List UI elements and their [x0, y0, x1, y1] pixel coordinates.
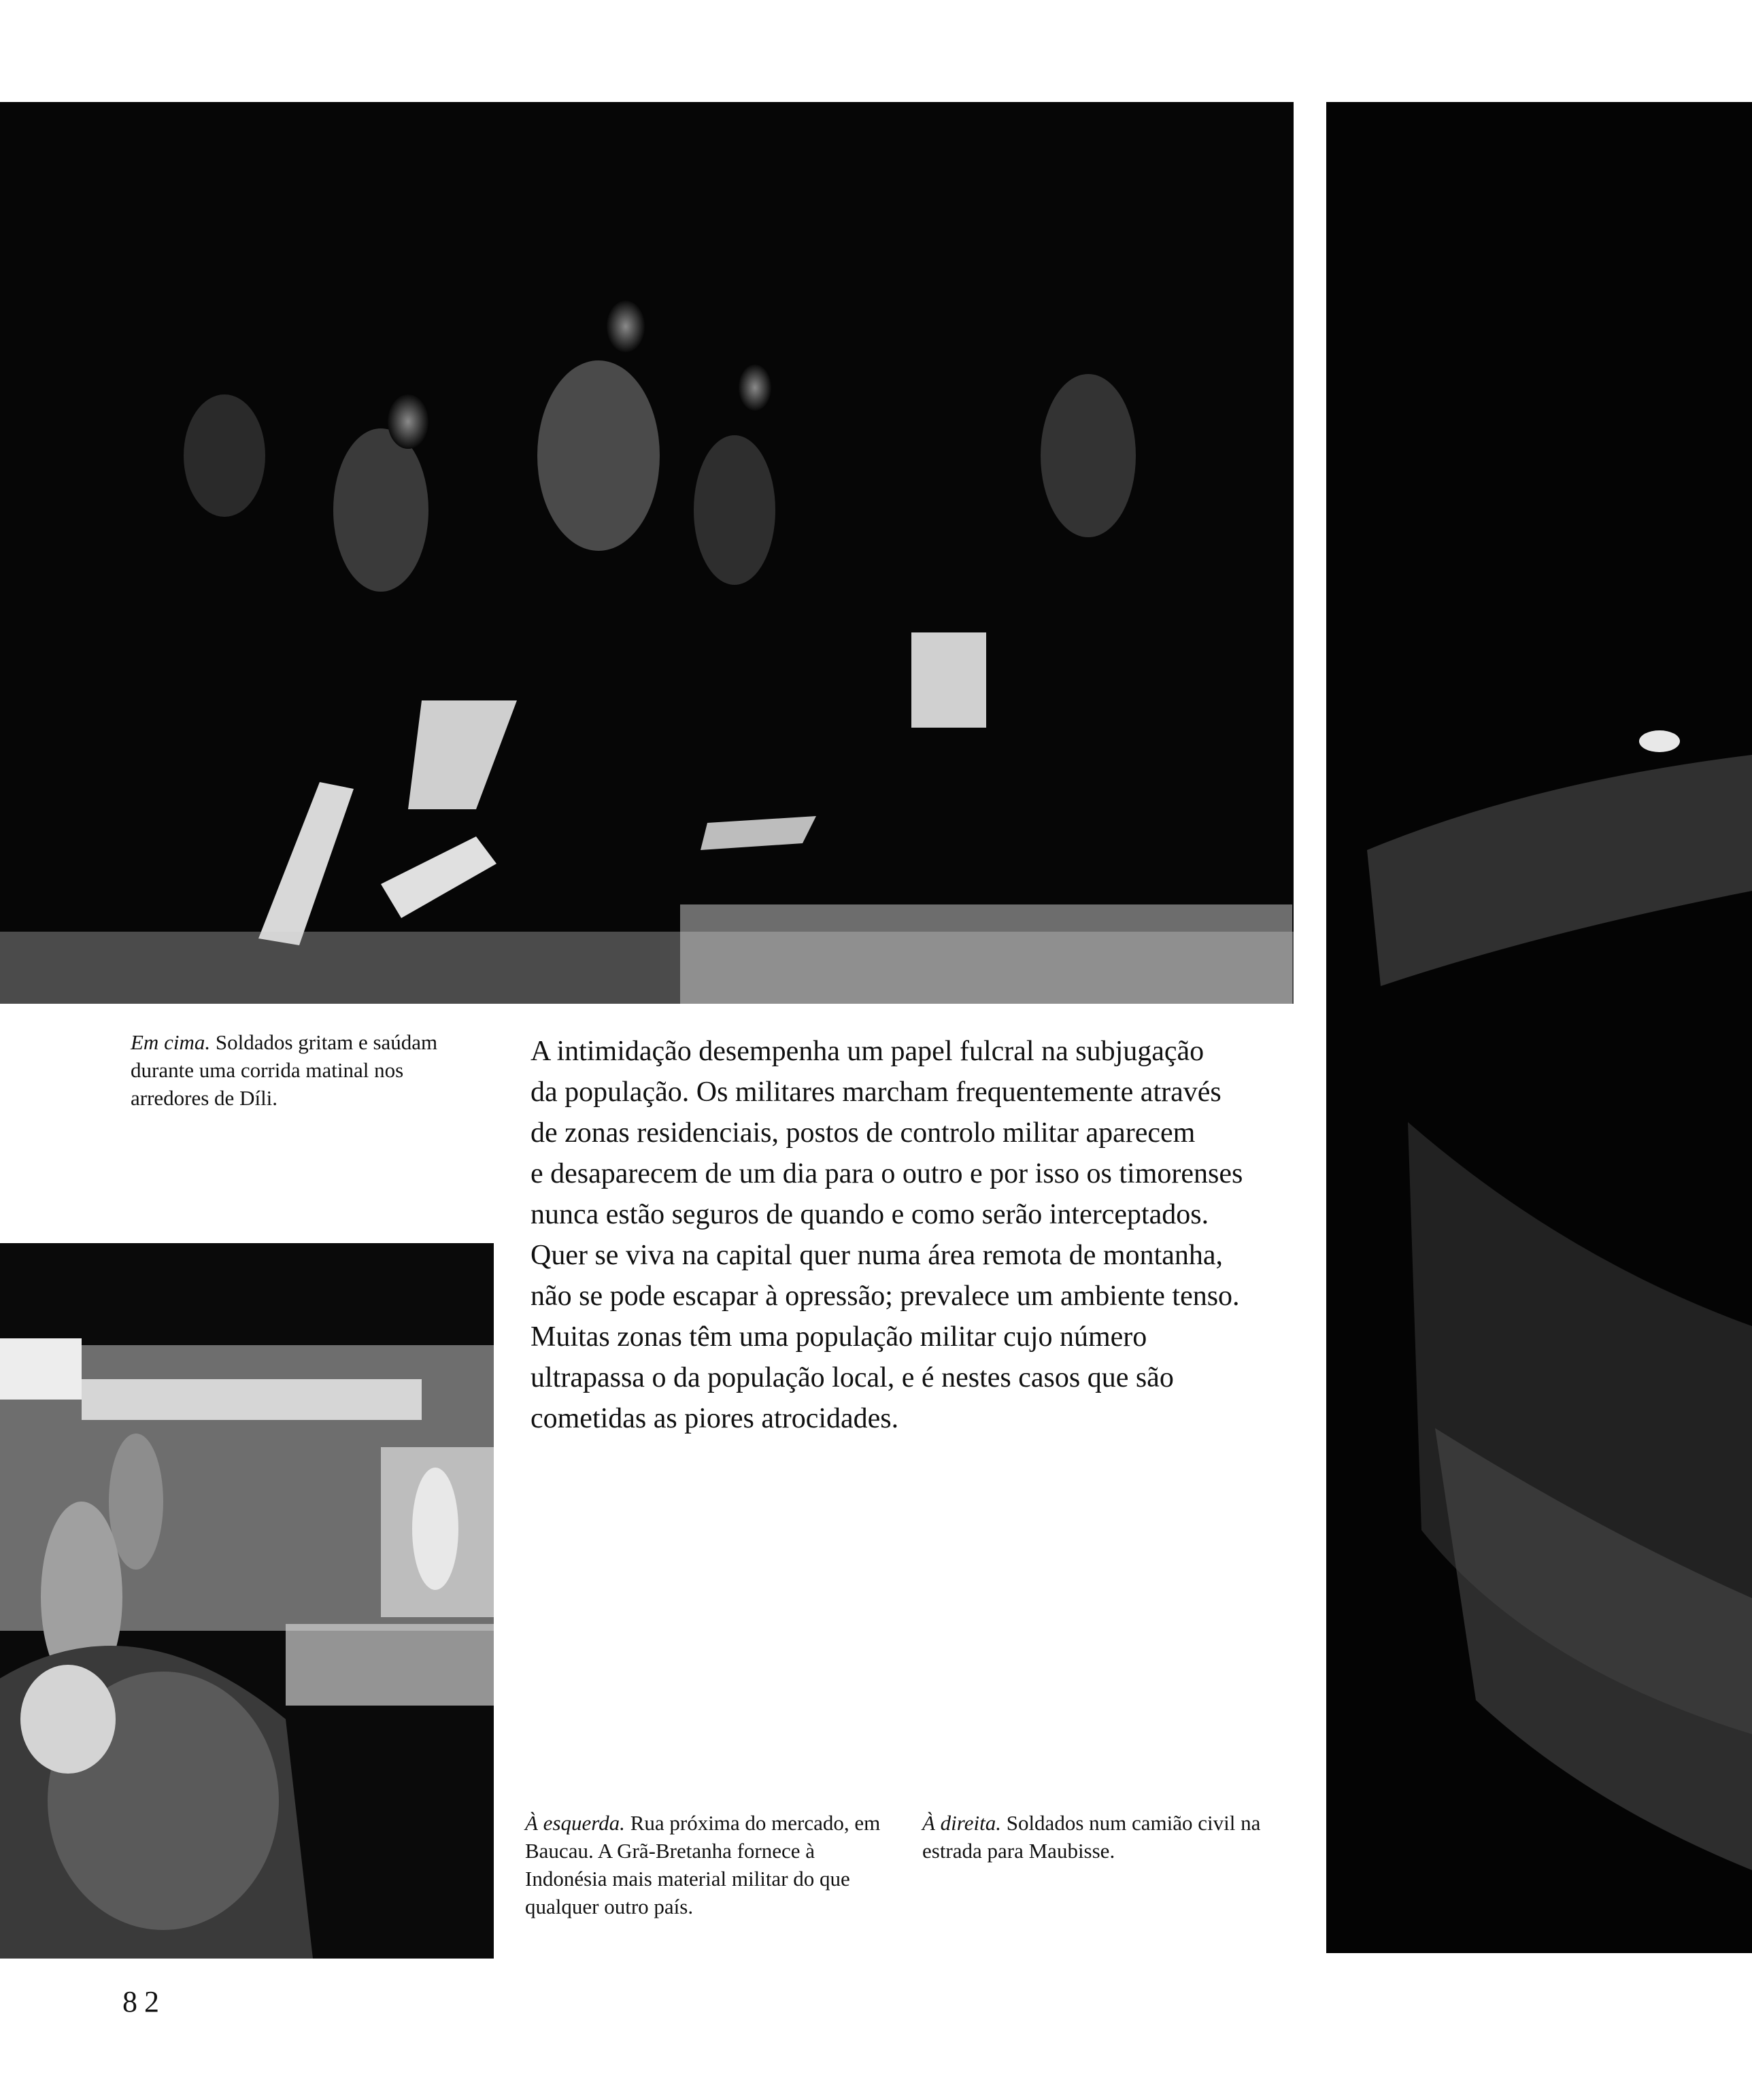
caption-top-lead: Em cima. [131, 1030, 211, 1054]
body-line: da população. Os militares marcham frequentemente através [530, 1077, 1222, 1108]
caption-right-photo [922, 1809, 1303, 1865]
body-line: A intimidação desempenha um papel fulcral na subjugação [530, 1036, 1204, 1067]
photo-soldiers-running [0, 102, 1294, 1004]
photo-soldiers-running-image [0, 102, 1294, 1004]
body-line: não se pode escapar à opressão; prevalece um ambiente tenso. [530, 1281, 1240, 1312]
body-line: Muitas zonas têm uma população militar cujo número [530, 1321, 1147, 1353]
page-number: 82 [122, 1985, 166, 2018]
photo-street-market [0, 1243, 494, 1959]
body-paragraph [530, 1031, 1285, 1439]
body-line: ultrapassa o da população local, e é nestes casos que são [530, 1362, 1174, 1393]
body-line: de zonas residenciais, postos de controlo militar aparecem [530, 1117, 1196, 1149]
caption-right-text: Soldados num camião civil na estrada para Maubisse. [922, 1811, 1261, 1863]
caption-left-photo [525, 1809, 892, 1920]
caption-left-text: Rua próxima do mercado, em Baucau. A Grã-Bretanha fornece à Indonésia mais material militar do que qualquer outro país. [525, 1811, 881, 1918]
photo-street-market-image [0, 1243, 494, 1959]
photo-soldiers-truck-image [1326, 102, 1752, 1953]
body-line: nunca estão seguros de quando e como serão interceptados. [530, 1199, 1209, 1230]
caption-top-text: Soldados gritam e saúdam durante uma corrida matinal nos arredores de Díli. [131, 1030, 438, 1110]
caption-right-lead: À direita. [922, 1811, 1001, 1835]
body-line: cometidas as piores atrocidades. [530, 1403, 899, 1434]
body-line: Quer se viva na capital quer numa área remota de montanha, [530, 1240, 1224, 1271]
photo-soldiers-truck [1326, 102, 1752, 1953]
caption-left-lead: À esquerda. [525, 1811, 625, 1835]
caption-top-photo [131, 1028, 450, 1112]
body-line: e desaparecem de um dia para o outro e por isso os timorenses [530, 1158, 1243, 1189]
